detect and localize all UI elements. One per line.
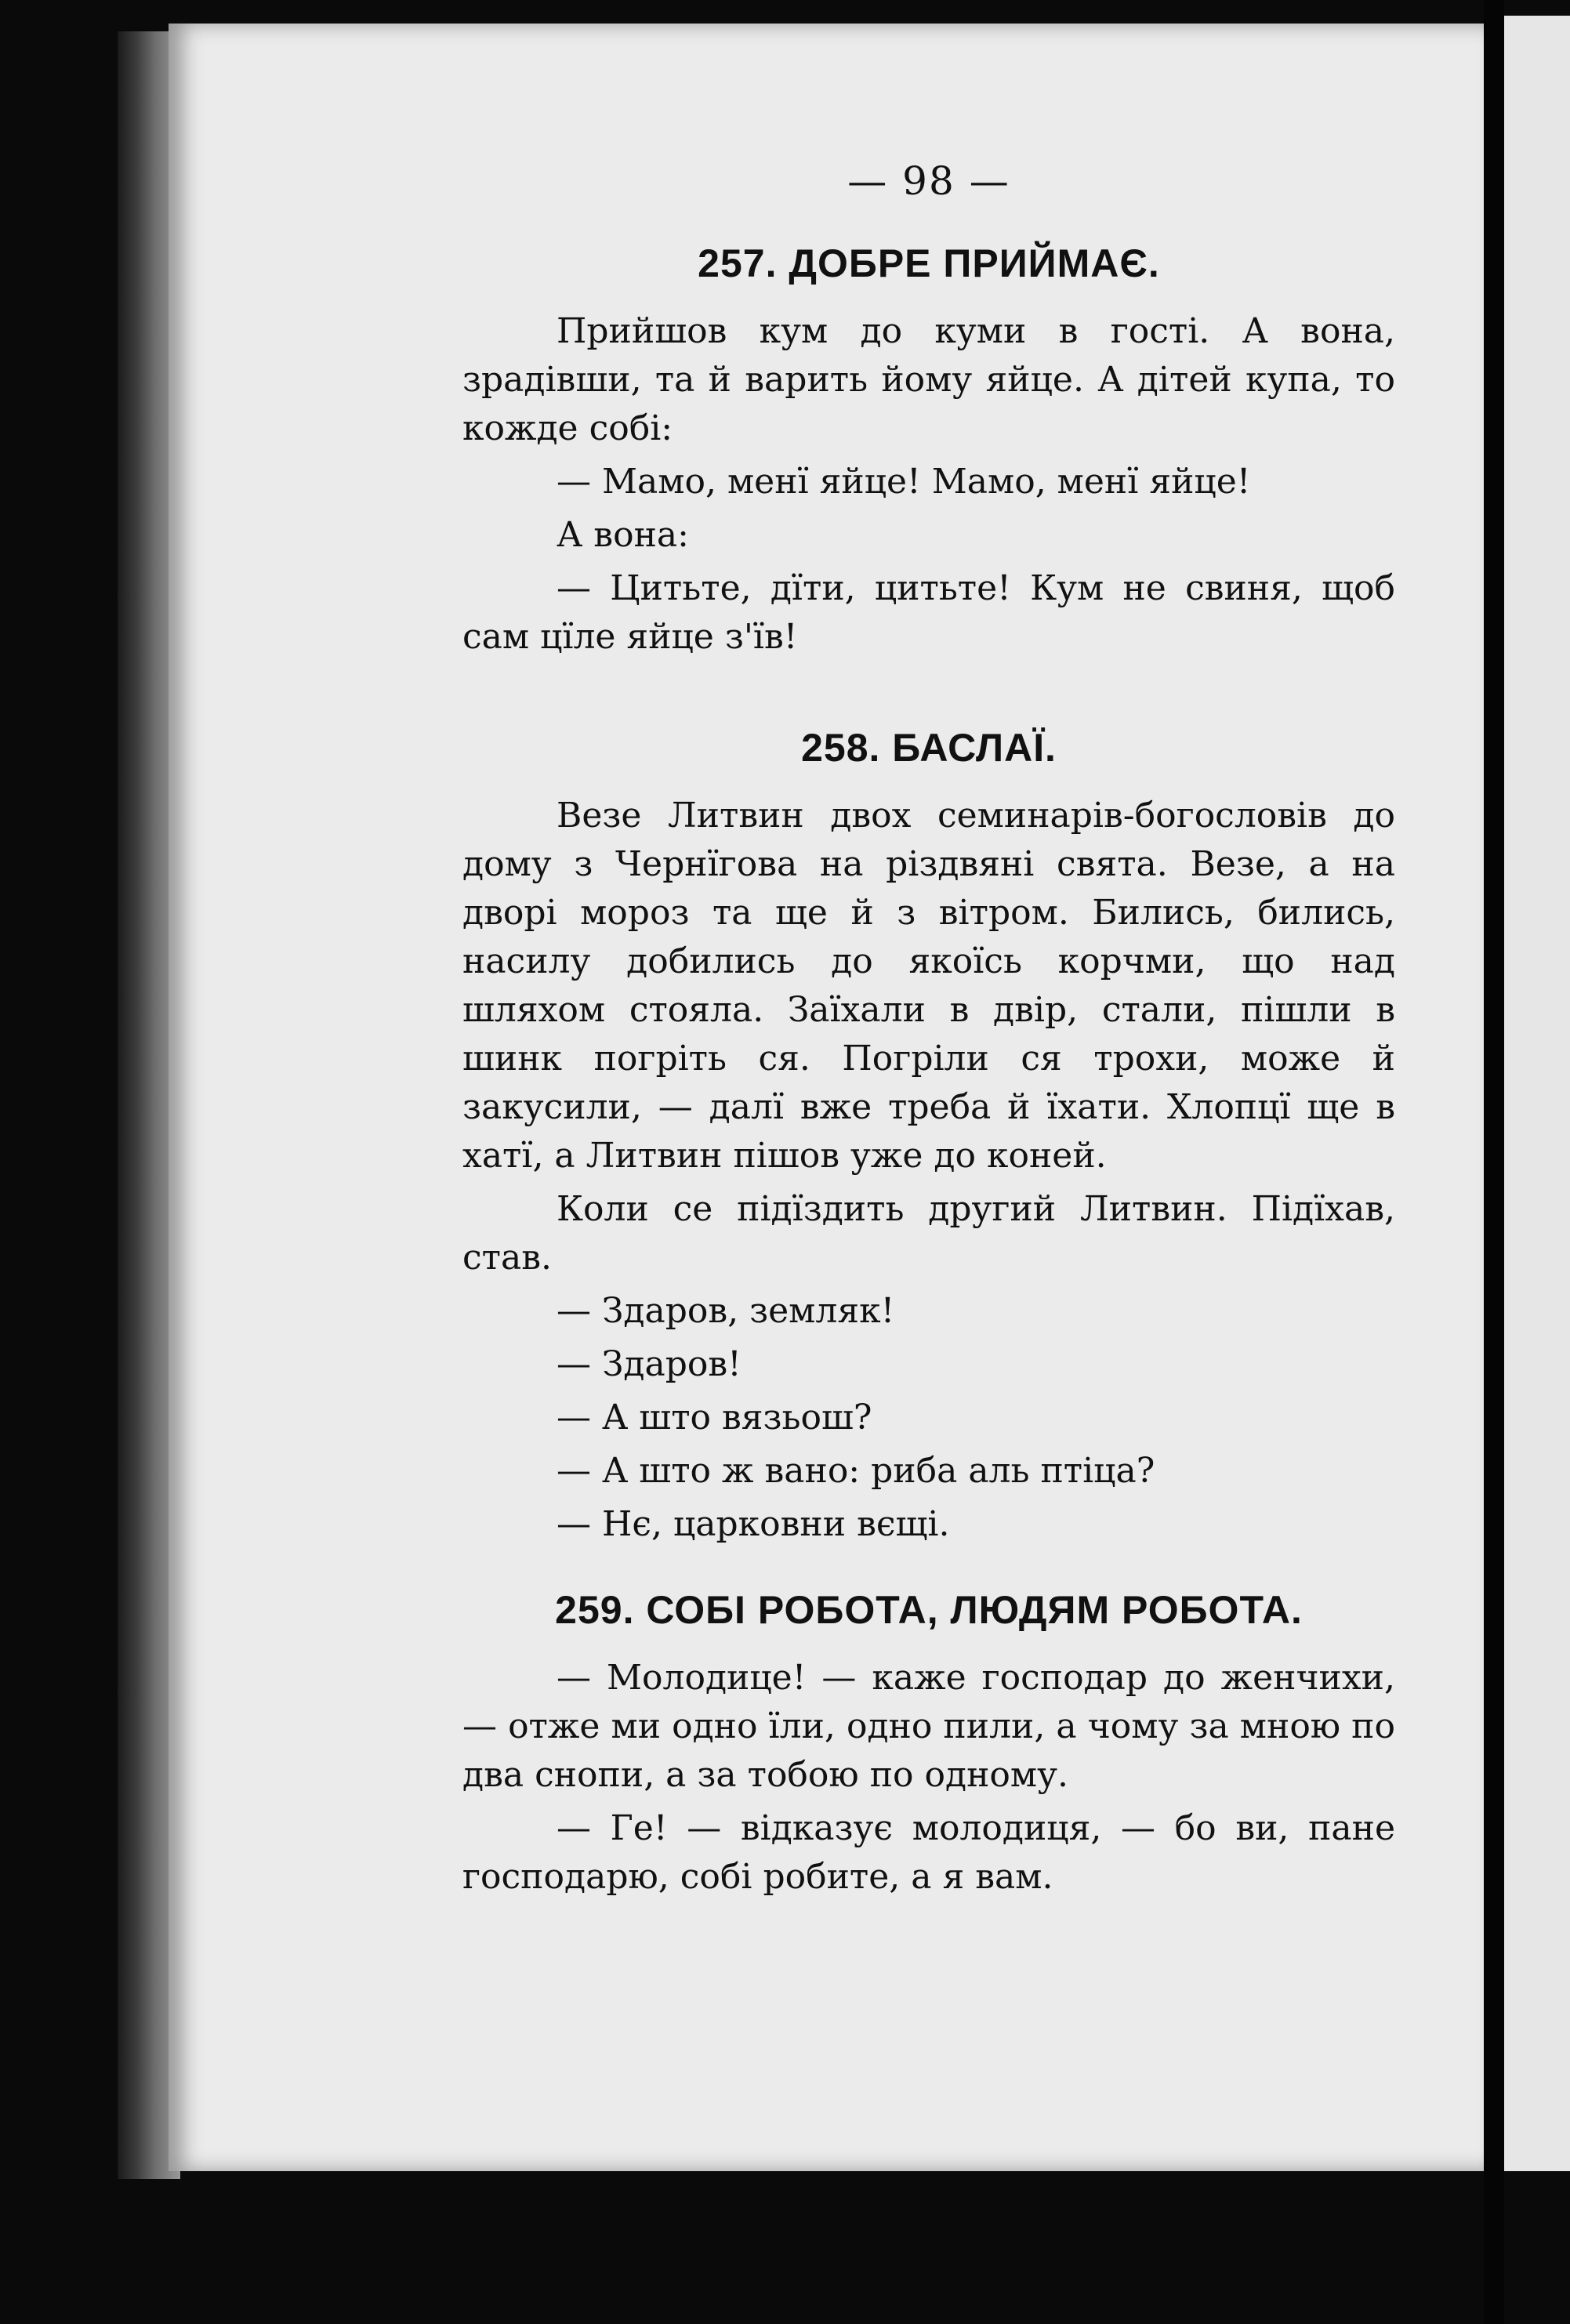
paragraph: — Цитьте, дїти, цитьте! Кум не свиня, щоб сам цїле яйце з'їв! [462, 568, 1395, 657]
story-title: 258. БАСЛАЇ. [801, 726, 1057, 770]
paragraph: Коли се підїздить другий Литвин. Підїхав, став. [462, 1189, 1395, 1278]
facing-page-edge [1504, 16, 1570, 2171]
paragraph: Везе Литвин двох семинарів-богословів до дому з Чернїгова на різдвяні свята. Везе, а на дворі мороз та ще й з вітром. Бились, бились, насилу добились до якоїсь корчми, що над шляхом стояла. Заїхали в двір, стали, пішли в шинк погріть ся. Погріли ся трохи, може й закусили, — далї вже треба й їхати. Хлопцї ще в хатї, а Литвин пішов уже до коней. [462, 796, 1395, 1176]
dialogue-line: — А што вязьош? [557, 1398, 872, 1438]
dialogue-line: — Здаров! [557, 1344, 741, 1384]
paragraph: Прийшов кум до куми в гості. А вона, зрадівши, та й варить йому яйце. А дітей купа, то кожде собі: [462, 311, 1395, 448]
story-title: 257. ДОБРЕ ПРИЙМАЄ. [698, 241, 1160, 285]
page-edge-rule [1484, 0, 1504, 2324]
dialogue-line: — Мамо, менї яйце! Мамо, менї яйце! [557, 462, 1251, 502]
paragraph: — Ге! — відказує молодиця, — бо ви, пане господарю, собі робите, а я вам. [462, 1808, 1395, 1897]
page-text [462, 157, 1395, 1963]
dialogue-line: — А што ж вано: риба аль птіца? [557, 1451, 1155, 1491]
paragraph: — Молодице! — каже господар до женчихи, — отже ми одно їли, одно пили, а чому за мною по два снопи, а за тобою по одному. [462, 1658, 1395, 1795]
dialogue-line: — Здаров, земляк! [557, 1291, 895, 1331]
dialogue-line: — Нє, царковни вєщі. [557, 1504, 950, 1544]
story-259 [462, 1585, 1395, 1902]
story-title: 259. СОБІ РОБОТА, ЛЮДЯМ РОБОТА. [555, 1588, 1303, 1632]
page-number: — 98 — [847, 158, 1010, 204]
story-258 [462, 723, 1395, 1549]
story-257 [462, 238, 1395, 662]
dialogue-line: А вона: [557, 515, 689, 555]
